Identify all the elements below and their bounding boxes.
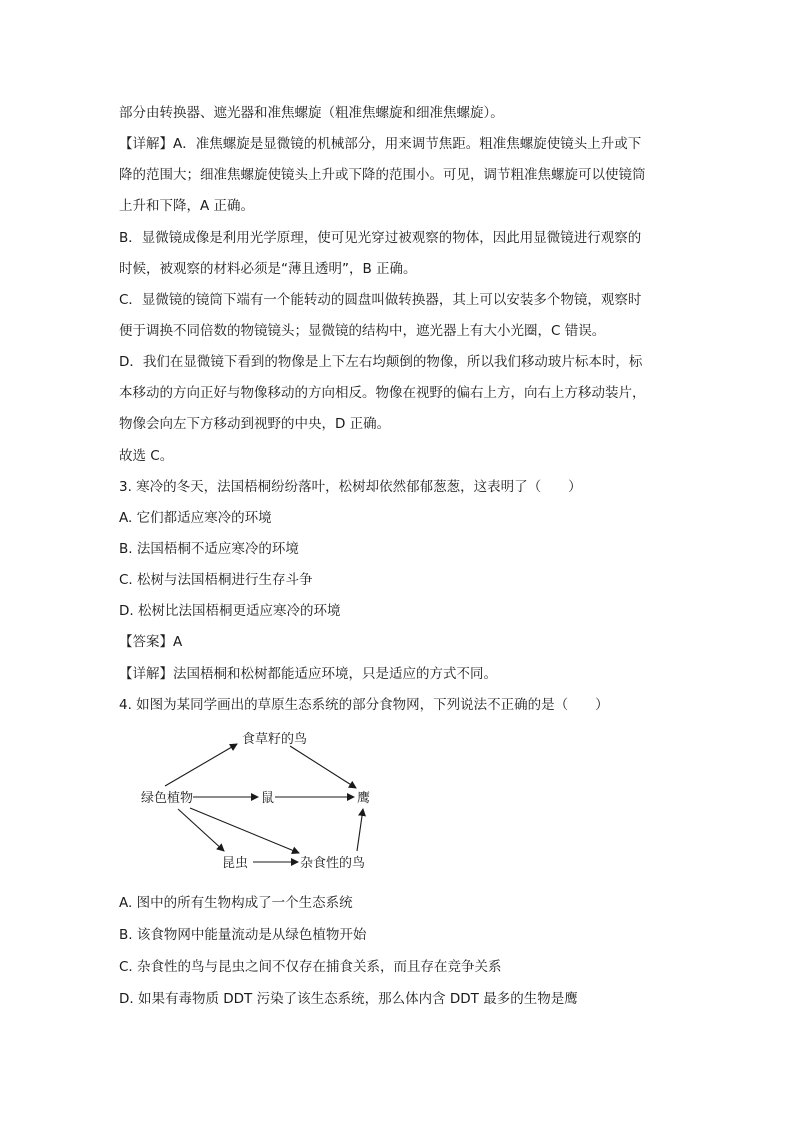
arrow-seed-bird-to-hawk: [290, 746, 356, 788]
node-green-plant: 绿色植物: [141, 791, 194, 806]
text-line: 便于调换不同倍数的物镜镜头；显微镜的结构中，遮光器上有大小光圈，C 错误。: [119, 323, 606, 339]
question-3-option-c: C. 松树与法国梧桐进行生存斗争: [119, 572, 313, 588]
text-line: 时候，被观察的材料必须是“薄且透明”，B 正确。: [119, 261, 417, 277]
text-line: B．显微镜成像是利用光学原理，使可见光穿过被观察的物体，因此用显微镜进行观察的: [119, 230, 642, 246]
question-3-option-b: B. 法国梧桐不适应寒冷的环境: [119, 541, 299, 557]
text-line: D．我们在显微镜下看到的物像是上下左右均颠倒的物像，所以我们移动玻片标本时，标: [119, 354, 643, 370]
question-3-stem: 3. 寒冷的冬天，法国梧桐纷纷落叶，松树却依然郁郁葱葱，这表明了（ ）: [119, 479, 582, 495]
text-line: 部分由转换器、遮光器和准焦螺旋（粗准焦螺旋和细准焦螺旋）。: [119, 105, 504, 121]
question-3-option-d: D. 松树比法国梧桐更适应寒冷的环境: [119, 603, 341, 619]
node-mouse: 鼠: [261, 791, 275, 806]
node-insect: 昆虫: [222, 856, 249, 871]
question-4-option-c: C. 杂食性的鸟与昆虫之间不仅存在捕食关系，而且存在竞争关系: [119, 959, 502, 975]
node-seed-eating-bird: 食草籽的鸟: [242, 732, 308, 747]
question-4-option-b: B. 该食物网中能量流动是从绿色植物开始: [119, 927, 367, 943]
text-line: 本移动的方向正好与物像移动的方向相反。物像在视野的偏右上方，向右上方移动装片，: [119, 385, 646, 401]
text-line: 【详解】A．准焦螺旋是显微镜的机械部分，用来调节焦距。粗准焦螺旋使镜头上升或下: [119, 136, 642, 152]
text-line: C．显微镜的镜筒下端有一个能转动的圆盘叫做转换器，其上可以安装多个物镜，观察时: [119, 292, 642, 308]
question-4-option-d: D. 如果有毒物质 DDT 污染了该生态系统，那么体内含 DDT 最多的生物是鹰: [119, 991, 578, 1007]
arrow-plant-to-insect: [178, 809, 224, 851]
text-line: 物像会向左下方移动到视野的中央，D 正确。: [119, 416, 391, 432]
text-line: 故选 C。: [119, 448, 174, 464]
food-web-diagram: [120, 722, 420, 882]
question-4-stem: 4. 如图为某同学画出的草原生态系统的部分食物网，下列说法不正确的是（ ）: [119, 697, 609, 713]
arrow-plant-to-omni-bird: [190, 808, 299, 853]
question-3-option-a: A. 它们都适应寒冷的环境: [119, 510, 272, 526]
text-line: 上升和下降，A 正确。: [119, 198, 255, 214]
arrow-plant-to-seed-bird: [165, 744, 237, 786]
question-3-answer: 【答案】A: [119, 634, 183, 650]
node-omnivorous-bird: 杂食性的鸟: [300, 856, 366, 871]
text-line: 降的范围大；细准焦螺旋使镜头上升或下降的范围小。可见，调节粗准焦螺旋可以使镜筒: [119, 167, 646, 183]
question-4-option-a: A. 图中的所有生物构成了一个生态系统: [119, 895, 353, 911]
arrow-omni-bird-to-hawk: [357, 809, 363, 851]
question-3-explanation: 【详解】法国梧桐和松树都能适应环境，只是适应的方式不同。: [119, 666, 497, 682]
node-hawk: 鹰: [357, 791, 371, 806]
